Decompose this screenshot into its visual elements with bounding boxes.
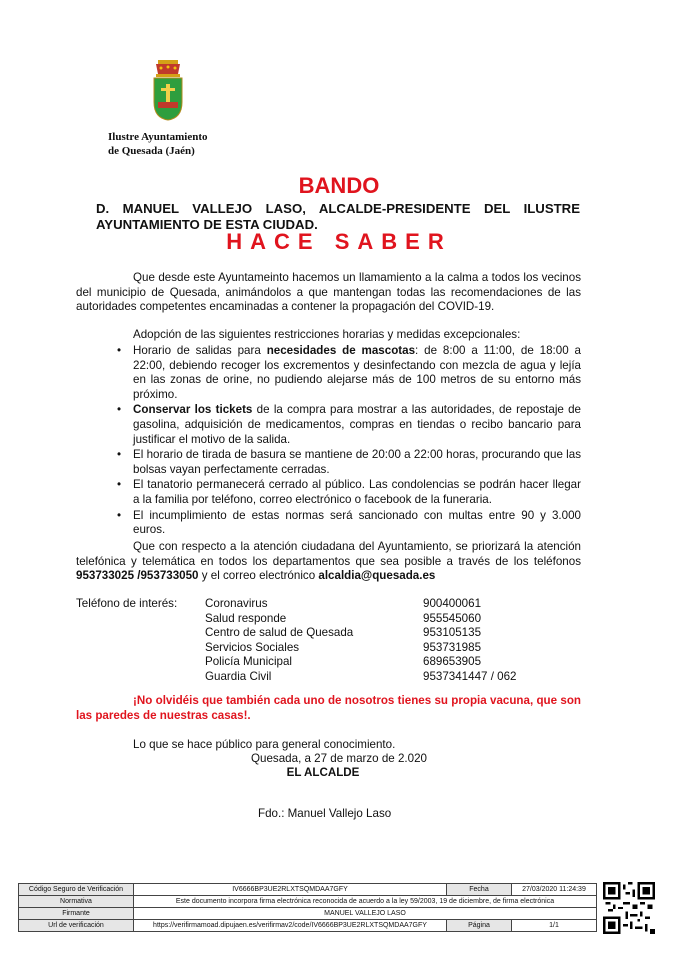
list-item: [133, 478, 581, 507]
table-row: [19, 908, 597, 920]
restrictions-list: [133, 344, 581, 539]
phone-name: Servicios Sociales: [205, 640, 300, 654]
intro-text: Que desde este Ayuntameinto hacemos un llamamiento a la calma a todos los vecinos del municipio de Quesada, animándolos a que mantengan todas las recomendaciones de las autoridades competentes encaminadas a contener la propagación del COVID-19.: [76, 271, 581, 314]
restriction-text: de la compra para mostrar a las autoridades, de repostaje de gasolina, adquisición de medicamentos, compras en tiendas o recibo bancario para justificar el motivo de la salida.: [133, 403, 582, 446]
restriction-bold: necesidades de mascotas: [266, 344, 416, 357]
organization-line-1: Ilustre Ayuntamiento: [108, 131, 208, 143]
phone-name: Coronavirus: [205, 597, 268, 610]
phone-name: Policía Municipal: [205, 655, 292, 669]
page-number: 1/1: [512, 920, 597, 932]
phone-number: 900400061: [423, 597, 482, 610]
phones-label: Teléfono de interés:: [76, 597, 178, 610]
phone-row: [205, 655, 535, 670]
phone-number: 953105135: [423, 626, 482, 640]
restriction-text: Horario de salidas para: [133, 344, 267, 357]
norm-text: Este documento incorpora firma electrónica reconocida de acuerdo a la ley 59/2003, 19 de diciembre, de firma electrónica: [134, 896, 597, 908]
verification-code: IV6666BP3UE2RLXTSQMDAA7GFY: [134, 884, 447, 896]
phone-row: [205, 597, 535, 612]
table-row: [19, 884, 597, 896]
list-item: [133, 344, 581, 402]
slogan-text: ¡No olvidéis que también cada uno de nosotros tienes su propia vacuna, que son las paredes de nuestras casas!.: [76, 694, 581, 722]
place-date: Quesada, a 27 de marzo de 2.020: [251, 752, 427, 765]
phone-number: 9537341447 / 062: [423, 669, 517, 683]
phone-name: Guardia Civil: [205, 669, 272, 683]
hace-saber-heading: HACE SABER: [226, 229, 452, 254]
list-item: [133, 448, 581, 477]
verification-url[interactable]: https://verifirmamoad.dipujaen.es/verifirmav2/code/IV6666BP3UE2RLXTSQMDAA7GFY: [134, 920, 447, 932]
mayor-heading: D. MANUEL VALLEJO LASO, ALCALDE-PRESIDENTE DEL ILUSTRE AYUNTAMIENTO DE ESTA CIUDAD.: [96, 201, 580, 232]
attention-mid: y el correo electrónico: [198, 569, 319, 583]
attention-body: [76, 540, 581, 584]
restriction-text: El tanatorio permanecerá cerrado al público. Las condolencias se podrán hacer llegar a la familia por teléfono, correo electrónico o facebook de la funeraria.: [133, 478, 581, 506]
phone-number: 955545060: [423, 611, 482, 625]
slogan: [76, 694, 581, 723]
phone-number: 953731985: [423, 640, 482, 654]
url-label: Url de verificación: [19, 920, 134, 932]
phone-number: 689653905: [423, 655, 482, 669]
restriction-text: El horario de tirada de basura se mantiene de 20:00 a 22:00 horas, procurando que las bolsas vayan perfectamente cerradas.: [133, 448, 581, 476]
signed-by: Fdo.: Manuel Vallejo Laso: [258, 807, 392, 820]
verification-table: [18, 883, 597, 932]
norm-label: Normativa: [19, 896, 134, 908]
table-row: [19, 896, 597, 908]
qr-code-icon: [603, 882, 655, 934]
phone-row: [205, 612, 535, 627]
intro-paragraph: [76, 271, 581, 315]
page-label: Página: [447, 920, 512, 932]
signer-label: Firmante: [19, 908, 134, 920]
signatory-title: EL ALCALDE: [286, 766, 360, 779]
list-item: [133, 403, 581, 447]
organization-name: [108, 130, 208, 158]
list-item: [133, 509, 581, 538]
restriction-text: : de 8:00 a 11:00, de 18:00 a 22:00, debiendo recoger los excrementos y desinfectando con mezcla de agua y lejía en las zonas de orine, no pudiendo alejarse más de 100 metros de su entorno más próximo.: [133, 344, 581, 401]
restriction-text: El incumplimiento de estas normas será sancionado con multas entre 90 y 3.000 euros.: [133, 508, 581, 537]
closing-text: Lo que se hace público para general conocimiento.: [133, 738, 396, 751]
restriction-bold: Conservar los tickets: [133, 403, 253, 417]
attention-text: Que con respecto a la atención ciudadana del Ayuntamiento, se priorizará la atención telefónica y telemática en todos los departamentos que sea posible a través de los teléfonos: [76, 540, 581, 568]
organization-line-2: de Quesada (Jaén): [108, 145, 195, 157]
signer-name: MANUEL VALLEJO LASO: [134, 908, 597, 920]
restrictions-heading: Adopción de las siguientes restricciones horarias y medidas excepcionales:: [133, 328, 521, 341]
phones-list: [205, 597, 535, 685]
attention-phones: 953733025 /953733050: [76, 569, 199, 583]
email-link[interactable]: alcaldia@quesada.es: [318, 569, 436, 583]
code-label: Código Seguro de Verificación: [19, 884, 134, 896]
phone-row: [205, 641, 535, 656]
signature-date: 27/03/2020 11:24:39: [512, 884, 597, 896]
table-row: [19, 920, 597, 932]
phone-name: Salud responde: [205, 611, 287, 625]
attention-paragraph: [76, 540, 581, 584]
coat-of-arms-icon: [150, 58, 186, 122]
phone-row: [205, 626, 535, 641]
document-title: BANDO: [298, 173, 380, 198]
phone-row: [205, 670, 535, 685]
phone-name: Centro de salud de Quesada: [205, 626, 354, 640]
date-label: Fecha: [447, 884, 512, 896]
